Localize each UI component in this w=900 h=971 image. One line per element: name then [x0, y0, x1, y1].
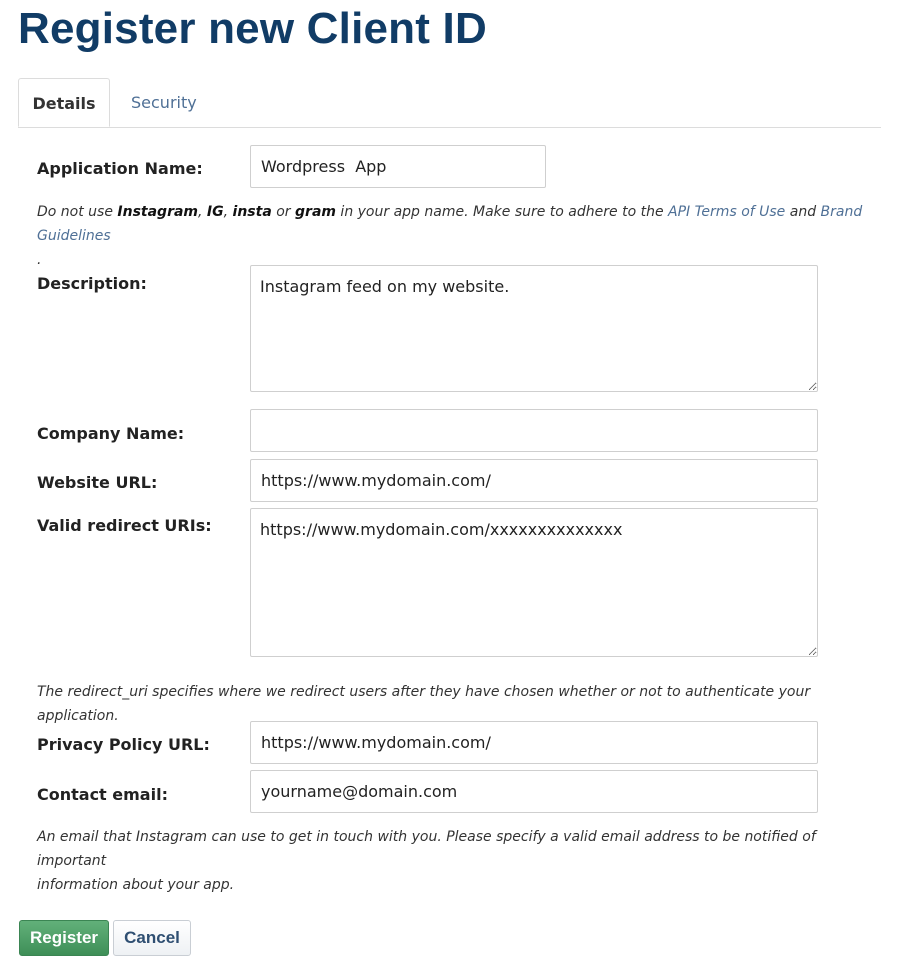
website-url-input[interactable]: [250, 459, 818, 502]
page-title: Register new Client ID: [18, 4, 487, 53]
contact-email-help-line1: An email that Instagram can use to get in touch with you. Please specify a valid email address to be notified of important: [37, 829, 816, 869]
privacy-policy-input[interactable]: [250, 721, 818, 764]
help-bold-gram: gram: [295, 204, 336, 220]
contact-email-help: [37, 825, 887, 897]
contact-email-help-line2: information about your app.: [37, 877, 235, 893]
website-url-label: Website URL:: [37, 473, 158, 492]
application-name-label: Application Name:: [37, 159, 203, 178]
company-name-input[interactable]: [250, 409, 818, 452]
contact-email-label: Contact email:: [37, 785, 168, 804]
description-label: Description:: [37, 274, 147, 293]
redirect-uris-label: Valid redirect URIs:: [37, 516, 212, 535]
cancel-button[interactable]: Cancel: [113, 920, 191, 956]
tab-bar: [18, 78, 881, 128]
api-terms-link[interactable]: API Terms of Use: [668, 204, 786, 220]
register-button[interactable]: Register: [19, 920, 109, 956]
contact-email-input[interactable]: [250, 770, 818, 813]
help-bold-instagram: Instagram: [117, 204, 199, 220]
company-name-label: Company Name:: [37, 424, 185, 443]
help-bold-insta: insta: [232, 204, 272, 220]
brand-guidelines-link[interactable]: Brand Guidelines: [37, 204, 863, 244]
redirect-uri-help: The redirect_uri specifies where we redirect users after they have chosen whether or not to authenticate your application.: [37, 684, 811, 724]
description-textarea[interactable]: [250, 265, 818, 392]
help-bold-ig: IG: [206, 204, 224, 220]
tab-details[interactable]: Details: [18, 78, 110, 127]
redirect-uris-textarea[interactable]: [250, 508, 818, 657]
privacy-policy-label: Privacy Policy URL:: [37, 735, 210, 754]
application-name-input[interactable]: [250, 145, 546, 188]
application-name-help: Do not use Instagram, IG, insta or gram in your app name. Make sure to adhere to the API Terms of Use and Brand Guidelines .: [37, 204, 863, 268]
tab-security[interactable]: Security: [131, 93, 197, 112]
